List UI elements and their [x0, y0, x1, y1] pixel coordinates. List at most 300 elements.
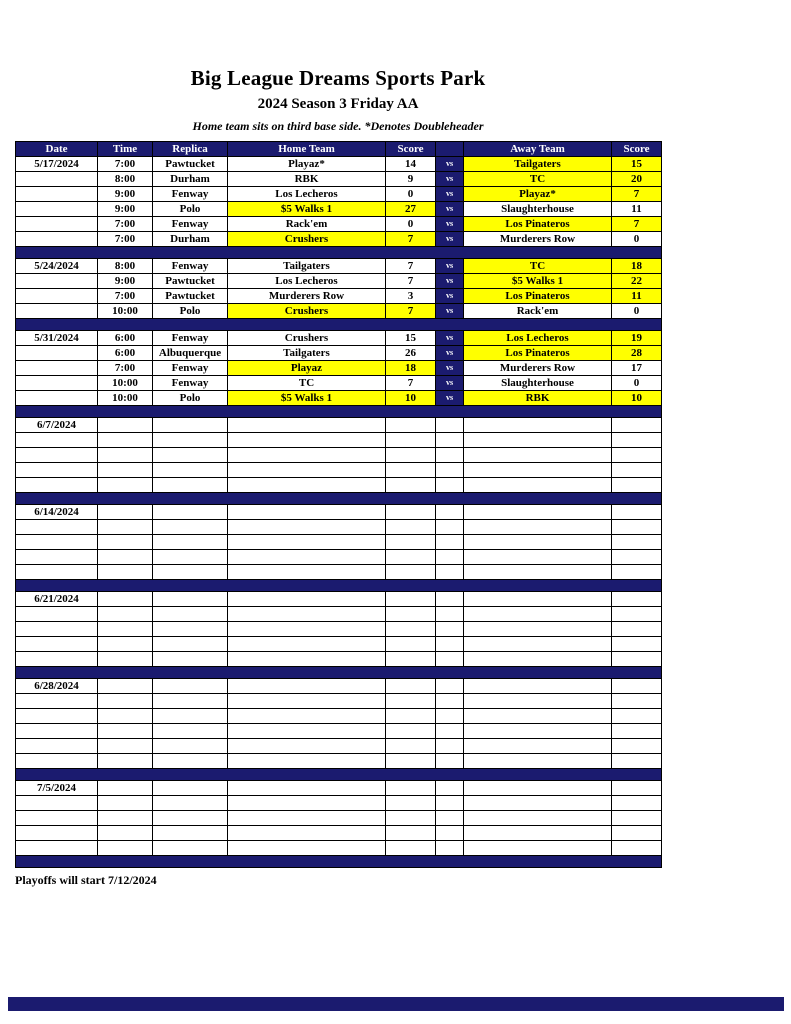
away-team-cell: Murderers Row [464, 232, 612, 247]
date-cell [16, 289, 98, 304]
replica-cell [153, 754, 228, 769]
time-cell [98, 607, 153, 622]
date-cell [16, 607, 98, 622]
date-cell: 5/24/2024 [16, 259, 98, 274]
separator-row [16, 856, 662, 868]
home-score-cell: 0 [386, 217, 436, 232]
home-score-cell [386, 565, 436, 580]
home-score-cell [386, 841, 436, 856]
away-team-cell [464, 694, 612, 709]
vs-cell: vs [436, 202, 464, 217]
game-row [16, 361, 662, 376]
time-cell: 7:00 [98, 217, 153, 232]
separator-row [16, 493, 662, 505]
away-team-cell [464, 724, 612, 739]
empty-row [16, 463, 662, 478]
date-cell: 7/5/2024 [16, 781, 98, 796]
date-cell [16, 346, 98, 361]
replica-cell [153, 418, 228, 433]
game-row [16, 172, 662, 187]
away-score-cell [612, 607, 662, 622]
away-team-cell: TC [464, 259, 612, 274]
date-cell: 6/28/2024 [16, 679, 98, 694]
away-team-cell: Tailgaters [464, 157, 612, 172]
home-score-cell: 7 [386, 376, 436, 391]
time-cell [98, 565, 153, 580]
time-cell: 10:00 [98, 376, 153, 391]
away-team-cell [464, 550, 612, 565]
time-cell [98, 754, 153, 769]
home-team-cell [228, 448, 386, 463]
vs-cell [436, 592, 464, 607]
home-score-cell: 26 [386, 346, 436, 361]
header-date: Date [16, 142, 98, 157]
date-cell [16, 754, 98, 769]
replica-cell [153, 652, 228, 667]
away-score-cell: 0 [612, 232, 662, 247]
time-cell [98, 841, 153, 856]
header-vs-spacer [436, 142, 464, 157]
time-cell: 8:00 [98, 259, 153, 274]
away-team-cell: Los Pinateros [464, 346, 612, 361]
time-cell: 6:00 [98, 331, 153, 346]
away-team-cell [464, 841, 612, 856]
away-score-cell [612, 535, 662, 550]
away-team-cell [464, 826, 612, 841]
time-cell: 10:00 [98, 391, 153, 406]
away-score-cell [612, 754, 662, 769]
replica-cell [153, 433, 228, 448]
empty-row [16, 520, 662, 535]
home-score-cell [386, 709, 436, 724]
empty-row [16, 565, 662, 580]
away-team-cell [464, 709, 612, 724]
away-score-cell: 7 [612, 187, 662, 202]
vs-cell [436, 448, 464, 463]
time-cell: 7:00 [98, 157, 153, 172]
time-cell [98, 433, 153, 448]
away-team-cell [464, 505, 612, 520]
home-team-cell [228, 652, 386, 667]
date-cell [16, 361, 98, 376]
away-team-cell: Los Pinateros [464, 217, 612, 232]
time-cell [98, 724, 153, 739]
away-score-cell [612, 622, 662, 637]
home-team-cell [228, 841, 386, 856]
away-team-cell [464, 565, 612, 580]
home-score-cell: 3 [386, 289, 436, 304]
date-cell: 6/7/2024 [16, 418, 98, 433]
away-team-cell [464, 796, 612, 811]
replica-cell [153, 826, 228, 841]
vs-cell: vs [436, 289, 464, 304]
vs-cell [436, 724, 464, 739]
away-score-cell: 28 [612, 346, 662, 361]
away-team-cell [464, 754, 612, 769]
vs-cell [436, 652, 464, 667]
home-score-cell [386, 739, 436, 754]
away-team-cell [464, 607, 612, 622]
home-team-cell: Crushers [228, 331, 386, 346]
empty-row [16, 418, 662, 433]
home-score-cell [386, 550, 436, 565]
date-cell [16, 826, 98, 841]
vs-cell [436, 826, 464, 841]
date-cell [16, 622, 98, 637]
away-score-cell [612, 739, 662, 754]
home-team-cell: Crushers [228, 304, 386, 319]
empty-row [16, 550, 662, 565]
replica-cell: Fenway [153, 376, 228, 391]
vs-cell [436, 535, 464, 550]
home-team-cell: Murderers Row [228, 289, 386, 304]
away-score-cell [612, 418, 662, 433]
home-score-cell [386, 811, 436, 826]
home-team-cell [228, 505, 386, 520]
home-team-cell [228, 592, 386, 607]
vs-cell: vs [436, 274, 464, 289]
vs-cell [436, 694, 464, 709]
home-score-cell [386, 796, 436, 811]
time-cell [98, 463, 153, 478]
home-team-cell: $5 Walks 1 [228, 391, 386, 406]
date-cell [16, 724, 98, 739]
away-score-cell [612, 637, 662, 652]
away-score-cell [612, 724, 662, 739]
header-row [16, 142, 662, 157]
home-score-cell [386, 418, 436, 433]
replica-cell: Fenway [153, 187, 228, 202]
header-home-score: Score [386, 142, 436, 157]
away-team-cell: Los Pinateros [464, 289, 612, 304]
replica-cell: Albuquerque [153, 346, 228, 361]
home-score-cell [386, 694, 436, 709]
away-score-cell: 18 [612, 259, 662, 274]
time-cell [98, 652, 153, 667]
away-team-cell: TC [464, 172, 612, 187]
separator-row [16, 406, 662, 418]
vs-cell: vs [436, 232, 464, 247]
date-cell [16, 565, 98, 580]
away-score-cell [612, 550, 662, 565]
empty-row [16, 796, 662, 811]
home-team-cell: TC [228, 376, 386, 391]
home-team-cell: Playaz* [228, 157, 386, 172]
home-team-cell [228, 796, 386, 811]
away-score-cell [612, 433, 662, 448]
replica-cell: Polo [153, 202, 228, 217]
replica-cell: Pawtucket [153, 274, 228, 289]
away-team-cell: Los Lecheros [464, 331, 612, 346]
home-score-cell [386, 478, 436, 493]
time-cell [98, 796, 153, 811]
home-team-cell: $5 Walks 1 [228, 202, 386, 217]
home-team-cell: Tailgaters [228, 259, 386, 274]
away-team-cell [464, 622, 612, 637]
vs-cell: vs [436, 331, 464, 346]
empty-row [16, 679, 662, 694]
replica-cell [153, 739, 228, 754]
empty-row [16, 724, 662, 739]
separator-row [16, 667, 662, 679]
date-cell [16, 217, 98, 232]
replica-cell [153, 463, 228, 478]
away-score-cell: 17 [612, 361, 662, 376]
away-team-cell [464, 679, 612, 694]
away-score-cell [612, 694, 662, 709]
schedule-table-body [16, 157, 662, 868]
date-cell [16, 739, 98, 754]
replica-cell [153, 535, 228, 550]
replica-cell [153, 565, 228, 580]
date-cell [16, 448, 98, 463]
time-cell [98, 520, 153, 535]
away-score-cell [612, 505, 662, 520]
home-score-cell: 18 [386, 361, 436, 376]
empty-row [16, 478, 662, 493]
away-team-cell: Murderers Row [464, 361, 612, 376]
game-row [16, 202, 662, 217]
away-score-cell: 19 [612, 331, 662, 346]
away-score-cell [612, 652, 662, 667]
home-score-cell [386, 433, 436, 448]
empty-row [16, 592, 662, 607]
date-cell [16, 202, 98, 217]
replica-cell: Polo [153, 304, 228, 319]
away-team-cell [464, 637, 612, 652]
away-team-cell: Playaz* [464, 187, 612, 202]
home-team-cell [228, 565, 386, 580]
home-score-cell: 10 [386, 391, 436, 406]
vs-cell [436, 796, 464, 811]
home-team-cell [228, 781, 386, 796]
page-title: Big League Dreams Sports Park [190, 66, 486, 90]
game-row [16, 274, 662, 289]
away-team-cell [464, 739, 612, 754]
date-cell [16, 463, 98, 478]
game-row [16, 391, 662, 406]
home-team-cell [228, 739, 386, 754]
replica-cell [153, 592, 228, 607]
vs-cell [436, 550, 464, 565]
home-score-cell: 0 [386, 187, 436, 202]
game-row [16, 289, 662, 304]
away-team-cell: Rack'em [464, 304, 612, 319]
game-row [16, 346, 662, 361]
home-score-cell [386, 724, 436, 739]
vs-cell [436, 637, 464, 652]
empty-row [16, 709, 662, 724]
date-cell [16, 811, 98, 826]
date-cell: 6/14/2024 [16, 505, 98, 520]
away-team-cell [464, 520, 612, 535]
vs-cell [436, 418, 464, 433]
page-header [15, 0, 661, 134]
date-cell [16, 274, 98, 289]
home-score-cell: 14 [386, 157, 436, 172]
game-row [16, 232, 662, 247]
time-cell [98, 709, 153, 724]
time-cell: 7:00 [98, 361, 153, 376]
home-team-cell [228, 811, 386, 826]
home-team-cell [228, 724, 386, 739]
away-team-cell: $5 Walks 1 [464, 274, 612, 289]
game-row [16, 331, 662, 346]
away-team-cell [464, 418, 612, 433]
home-team-cell [228, 433, 386, 448]
vs-cell [436, 811, 464, 826]
date-cell: 6/21/2024 [16, 592, 98, 607]
home-team-cell: Tailgaters [228, 346, 386, 361]
empty-row [16, 535, 662, 550]
away-score-cell [612, 811, 662, 826]
empty-row [16, 622, 662, 637]
date-cell [16, 694, 98, 709]
vs-cell [436, 841, 464, 856]
away-score-cell [612, 796, 662, 811]
time-cell: 7:00 [98, 232, 153, 247]
empty-row [16, 505, 662, 520]
home-team-cell: Rack'em [228, 217, 386, 232]
away-team-cell [464, 448, 612, 463]
away-score-cell: 20 [612, 172, 662, 187]
game-row [16, 304, 662, 319]
replica-cell [153, 694, 228, 709]
home-team-cell [228, 463, 386, 478]
replica-cell: Fenway [153, 217, 228, 232]
away-score-cell [612, 478, 662, 493]
separator-row [16, 247, 662, 259]
away-score-cell [612, 781, 662, 796]
date-cell [16, 304, 98, 319]
replica-cell: Pawtucket [153, 289, 228, 304]
date-cell [16, 187, 98, 202]
vs-cell: vs [436, 217, 464, 232]
date-cell [16, 172, 98, 187]
home-team-cell [228, 637, 386, 652]
time-cell [98, 478, 153, 493]
game-row [16, 187, 662, 202]
home-score-cell [386, 622, 436, 637]
vs-cell: vs [436, 361, 464, 376]
away-team-cell [464, 463, 612, 478]
home-score-cell [386, 535, 436, 550]
away-score-cell: 10 [612, 391, 662, 406]
time-cell [98, 679, 153, 694]
separator-row [16, 319, 662, 331]
home-team-cell [228, 478, 386, 493]
vs-cell: vs [436, 187, 464, 202]
replica-cell [153, 679, 228, 694]
away-score-cell: 15 [612, 157, 662, 172]
away-score-cell [612, 592, 662, 607]
vs-cell [436, 505, 464, 520]
empty-row [16, 637, 662, 652]
away-team-cell [464, 652, 612, 667]
time-cell: 9:00 [98, 274, 153, 289]
home-team-cell: Crushers [228, 232, 386, 247]
time-cell: 6:00 [98, 346, 153, 361]
away-score-cell [612, 463, 662, 478]
date-cell [16, 433, 98, 448]
home-score-cell [386, 754, 436, 769]
home-team-cell [228, 535, 386, 550]
replica-cell: Durham [153, 232, 228, 247]
replica-cell: Polo [153, 391, 228, 406]
home-score-cell [386, 679, 436, 694]
separator-row [16, 580, 662, 592]
empty-row [16, 694, 662, 709]
away-team-cell [464, 592, 612, 607]
date-cell [16, 796, 98, 811]
replica-cell: Fenway [153, 331, 228, 346]
time-cell: 8:00 [98, 172, 153, 187]
replica-cell [153, 550, 228, 565]
replica-cell [153, 637, 228, 652]
time-cell [98, 781, 153, 796]
vs-cell: vs [436, 376, 464, 391]
game-row [16, 157, 662, 172]
vs-cell [436, 781, 464, 796]
away-team-cell [464, 535, 612, 550]
empty-row [16, 841, 662, 856]
away-score-cell [612, 709, 662, 724]
home-score-cell [386, 592, 436, 607]
date-cell [16, 652, 98, 667]
header-replica: Replica [153, 142, 228, 157]
time-cell [98, 505, 153, 520]
home-score-cell: 7 [386, 304, 436, 319]
game-row [16, 376, 662, 391]
vs-cell: vs [436, 172, 464, 187]
away-team-cell: RBK [464, 391, 612, 406]
home-score-cell [386, 505, 436, 520]
home-score-cell [386, 781, 436, 796]
replica-cell [153, 622, 228, 637]
away-team-cell [464, 433, 612, 448]
vs-cell [436, 607, 464, 622]
home-team-note: Home team sits on third base side. *Denotes Doubleheader [192, 119, 484, 133]
playoffs-note: Playoffs will start 7/12/2024 [15, 873, 157, 887]
home-team-cell [228, 694, 386, 709]
away-score-cell [612, 520, 662, 535]
vs-cell: vs [436, 259, 464, 274]
empty-row [16, 652, 662, 667]
header-home-team: Home Team [228, 142, 386, 157]
vs-cell [436, 433, 464, 448]
separator-row [16, 769, 662, 781]
home-score-cell [386, 652, 436, 667]
game-row [16, 259, 662, 274]
bottom-divider-bar [8, 997, 784, 1011]
date-cell [16, 535, 98, 550]
time-cell [98, 826, 153, 841]
away-score-cell: 0 [612, 304, 662, 319]
away-score-cell: 11 [612, 202, 662, 217]
page-subtitle: 2024 Season 3 Friday AA [257, 96, 419, 112]
home-team-cell: Los Lecheros [228, 187, 386, 202]
home-team-cell [228, 754, 386, 769]
home-team-cell [228, 826, 386, 841]
time-cell [98, 418, 153, 433]
date-cell [16, 637, 98, 652]
date-cell [16, 709, 98, 724]
home-score-cell [386, 463, 436, 478]
home-score-cell [386, 637, 436, 652]
time-cell: 9:00 [98, 187, 153, 202]
home-score-cell: 27 [386, 202, 436, 217]
replica-cell [153, 781, 228, 796]
